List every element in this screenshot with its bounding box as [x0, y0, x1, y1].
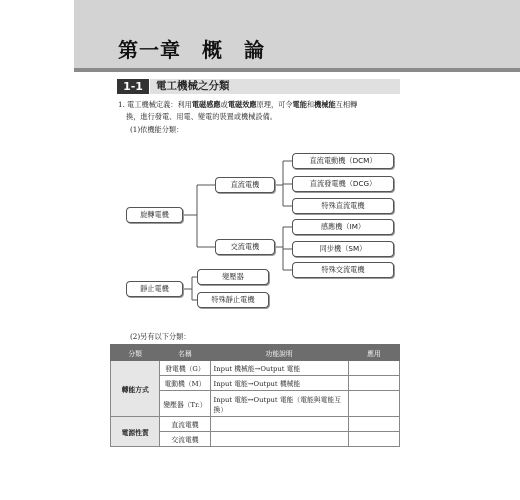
node-dc-motor: 直流電動機（DCM） [292, 153, 394, 169]
header-name: 名稱 [160, 345, 210, 361]
node-static-machine: 靜止電機 [126, 281, 183, 297]
row-application [348, 417, 399, 432]
node-special-static-machine: 特殊靜止電機 [197, 292, 269, 308]
definition-mid: 原理，可令 [256, 100, 293, 109]
row-application [348, 376, 399, 391]
row-name: 發電機（G） [160, 361, 210, 376]
word-or: 或 [220, 100, 228, 109]
node-induction-machine: 感應機（IM） [292, 219, 394, 235]
node-ac-machine: 交流電機 [215, 239, 275, 255]
node-rotating-machine: 旋轉電機 [126, 207, 183, 223]
row-name: 直流電機 [160, 417, 210, 432]
subheading-by-function: (1)依機能分類： [130, 125, 184, 134]
table-row [111, 361, 400, 376]
node-dc-generator: 直流發電機（DCG） [292, 176, 394, 192]
classification-table [110, 344, 400, 447]
row-name: 變壓器（Tr.） [160, 391, 210, 417]
section-number: 1-1 [117, 79, 149, 94]
definition-line2: 換，進行發電、用電、變電的裝置或機械設備。 [126, 112, 277, 121]
definition-prefix: 1. 電工機械定義：利用 [118, 100, 192, 109]
row-name: 電動機（M） [160, 376, 210, 391]
row-description: Input 機械能→Output 電能 [210, 361, 348, 376]
row-description [210, 417, 348, 432]
chapter-title: 第一章 概 論 [118, 38, 265, 62]
definition-suffix: 互相轉 [335, 100, 358, 109]
term-electric-energy: 電能 [292, 100, 307, 109]
row-name: 交流電機 [160, 432, 210, 447]
term-electromagnetic-effect: 電磁效應 [227, 100, 257, 109]
node-transformer: 變壓器 [197, 269, 269, 285]
row-application [348, 432, 399, 447]
term-mechanical-energy: 機械能 [314, 100, 336, 109]
table-row [111, 417, 400, 432]
node-special-dc-machine: 特殊直流電機 [292, 198, 394, 214]
term-electromagnetic-induction: 電磁感應 [191, 100, 221, 109]
subheading-other-classification: (2)另有以下分類： [130, 332, 191, 341]
header-category: 分類 [111, 345, 160, 361]
header-application: 應用 [348, 345, 399, 361]
row-description: Input 電能→Output 機械能 [210, 376, 348, 391]
table-header-row [111, 345, 400, 361]
header-function: 功能說明 [210, 345, 348, 361]
row-application [348, 391, 399, 417]
section-title: 電工機械之分類 [150, 79, 400, 94]
row-description [210, 432, 348, 447]
node-synchronous-machine: 同步機（SM） [292, 241, 394, 257]
category-power-source: 電源性質 [111, 417, 160, 447]
word-and: 和 [306, 100, 315, 109]
node-dc-machine: 直流電機 [215, 177, 275, 193]
row-description: Input 電能↔Output 電能（電能與電能互換） [210, 391, 348, 417]
category-energy-conversion: 轉能方式 [111, 361, 160, 417]
row-application [348, 361, 399, 376]
node-special-ac-machine: 特殊交流電機 [292, 262, 394, 278]
